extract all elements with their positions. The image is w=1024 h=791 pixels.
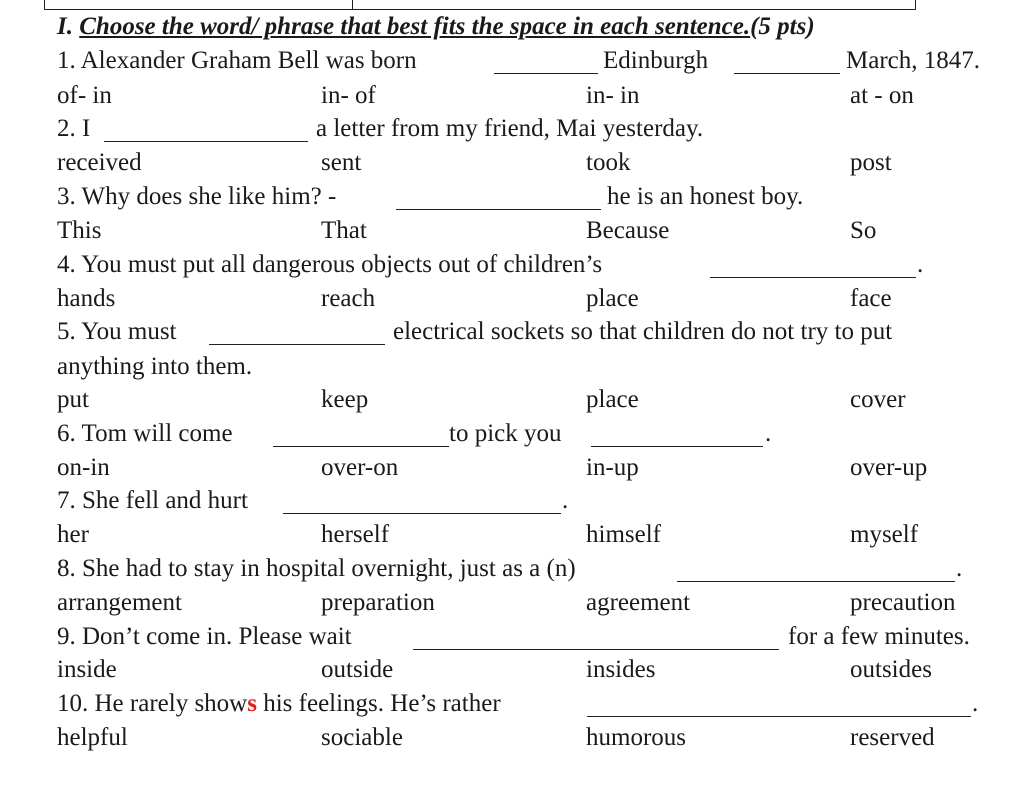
q7-option-b[interactable]: herself (321, 521, 390, 548)
q6-blank-2[interactable] (591, 446, 763, 447)
q6-text-c: . (765, 420, 772, 447)
q8-option-b[interactable]: preparation (321, 589, 435, 616)
q8-blank[interactable] (677, 581, 955, 582)
q6-option-c[interactable]: in-up (586, 454, 639, 481)
q10-option-c[interactable]: humorous (586, 724, 686, 751)
q10-text (57, 691, 501, 716)
q6-text-a: 6. Tom will come (57, 420, 233, 447)
header-table-edge (44, 0, 916, 10)
q8-option-d[interactable]: precaution (850, 589, 956, 616)
q9-option-a[interactable]: inside (57, 656, 117, 683)
q7-option-c[interactable]: himself (586, 521, 661, 548)
q10-option-a[interactable]: helpful (57, 724, 128, 751)
q5-option-d[interactable]: cover (850, 386, 906, 413)
q7-text-a: 7. She fell and hurt (57, 487, 248, 514)
q1-blank-2[interactable] (734, 73, 840, 74)
q1-text-b: Edinburgh (603, 47, 709, 74)
q7-option-a[interactable]: her (57, 521, 89, 548)
section-heading (57, 13, 815, 41)
q2-option-b[interactable]: sent (321, 149, 362, 176)
q4-option-c[interactable]: place (586, 285, 639, 312)
q1-option-c[interactable]: in- in (586, 82, 640, 109)
q4-option-a[interactable]: hands (57, 285, 116, 312)
section-instruction: Choose the word/ phrase that best fits the space in each sentence. (79, 13, 751, 40)
q2-text-a: 2. I (57, 115, 91, 142)
header-table-divider (352, 0, 353, 9)
q7-blank[interactable] (283, 513, 561, 514)
q5-blank[interactable] (209, 344, 385, 345)
q8-text-a: 8. She had to stay in hospital overnight, just as a (n) (57, 555, 576, 582)
q1-option-b[interactable]: in- of (321, 82, 376, 109)
q4-text-b: . (917, 251, 924, 278)
q3-option-b[interactable]: That (321, 217, 367, 244)
q9-text-a: 9. Don’t come in. Please wait (57, 623, 352, 650)
q2-text-b: a letter from my friend, Mai yesterday. (316, 115, 704, 142)
q5-text-b: electrical sockets so that children do not try to put (393, 318, 893, 345)
q1-text-c: March, 1847. (846, 47, 980, 74)
q9-option-b[interactable]: outside (321, 656, 394, 683)
q5-option-c[interactable]: place (586, 386, 639, 413)
q1-blank-1[interactable] (494, 73, 598, 74)
q4-option-b[interactable]: reach (321, 285, 376, 312)
q9-option-c[interactable]: insides (586, 656, 656, 683)
q5-text-c: anything into them. (57, 353, 253, 380)
q10-blank[interactable] (587, 716, 971, 717)
q1-option-a[interactable]: of- in (57, 82, 112, 109)
q3-blank[interactable] (396, 209, 601, 210)
q6-text-b: to pick you (449, 420, 562, 447)
q3-text-b: he is an honest boy. (607, 183, 804, 210)
q7-option-d[interactable]: myself (850, 521, 919, 548)
q9-option-d[interactable]: outsides (850, 656, 932, 683)
q5-option-a[interactable]: put (57, 386, 89, 413)
q1-text-a: 1. Alexander Graham Bell was born (57, 47, 417, 74)
q8-option-c[interactable]: agreement (586, 589, 691, 616)
q3-option-d[interactable]: So (850, 217, 877, 244)
q6-option-d[interactable]: over-up (850, 454, 928, 481)
q10-option-d[interactable]: reserved (850, 724, 935, 751)
q6-option-b[interactable]: over-on (321, 454, 399, 481)
q4-blank[interactable] (710, 277, 916, 278)
q5-option-b[interactable]: keep (321, 386, 369, 413)
q4-option-d[interactable]: face (850, 285, 892, 312)
q4-text-a: 4. You must put all dangerous objects out of children’s (57, 251, 603, 278)
q7-text-b: . (562, 487, 569, 514)
q9-text-b: for a few minutes. (788, 623, 970, 650)
q1-option-d[interactable]: at - on (850, 82, 914, 109)
q10-text-b: his feelings. He’s rather (256, 690, 501, 717)
q8-text-b: . (956, 555, 963, 582)
q9-blank[interactable] (413, 649, 779, 650)
q2-blank[interactable] (104, 141, 308, 142)
q10-text-c: . (972, 690, 979, 717)
q5-text-a: 5. You must (57, 318, 177, 345)
q8-option-a[interactable]: arrangement (57, 589, 182, 616)
q2-option-d[interactable]: post (850, 149, 892, 176)
q6-option-a[interactable]: on-in (57, 454, 110, 481)
section-points: (5 pts) (750, 13, 815, 40)
q3-option-a[interactable]: This (57, 217, 102, 244)
q10-option-b[interactable]: sociable (321, 724, 403, 751)
q6-blank-1[interactable] (273, 446, 449, 447)
section-number: I. (57, 13, 73, 40)
q2-option-a[interactable]: received (57, 149, 142, 176)
q3-text-a: 3. Why does she like him? - (57, 183, 337, 210)
q10-text-a: 10. He rarely show (57, 690, 248, 717)
q10-highlight-s: s (247, 690, 257, 717)
q3-option-c[interactable]: Because (586, 217, 670, 244)
q2-option-c[interactable]: took (586, 149, 631, 176)
